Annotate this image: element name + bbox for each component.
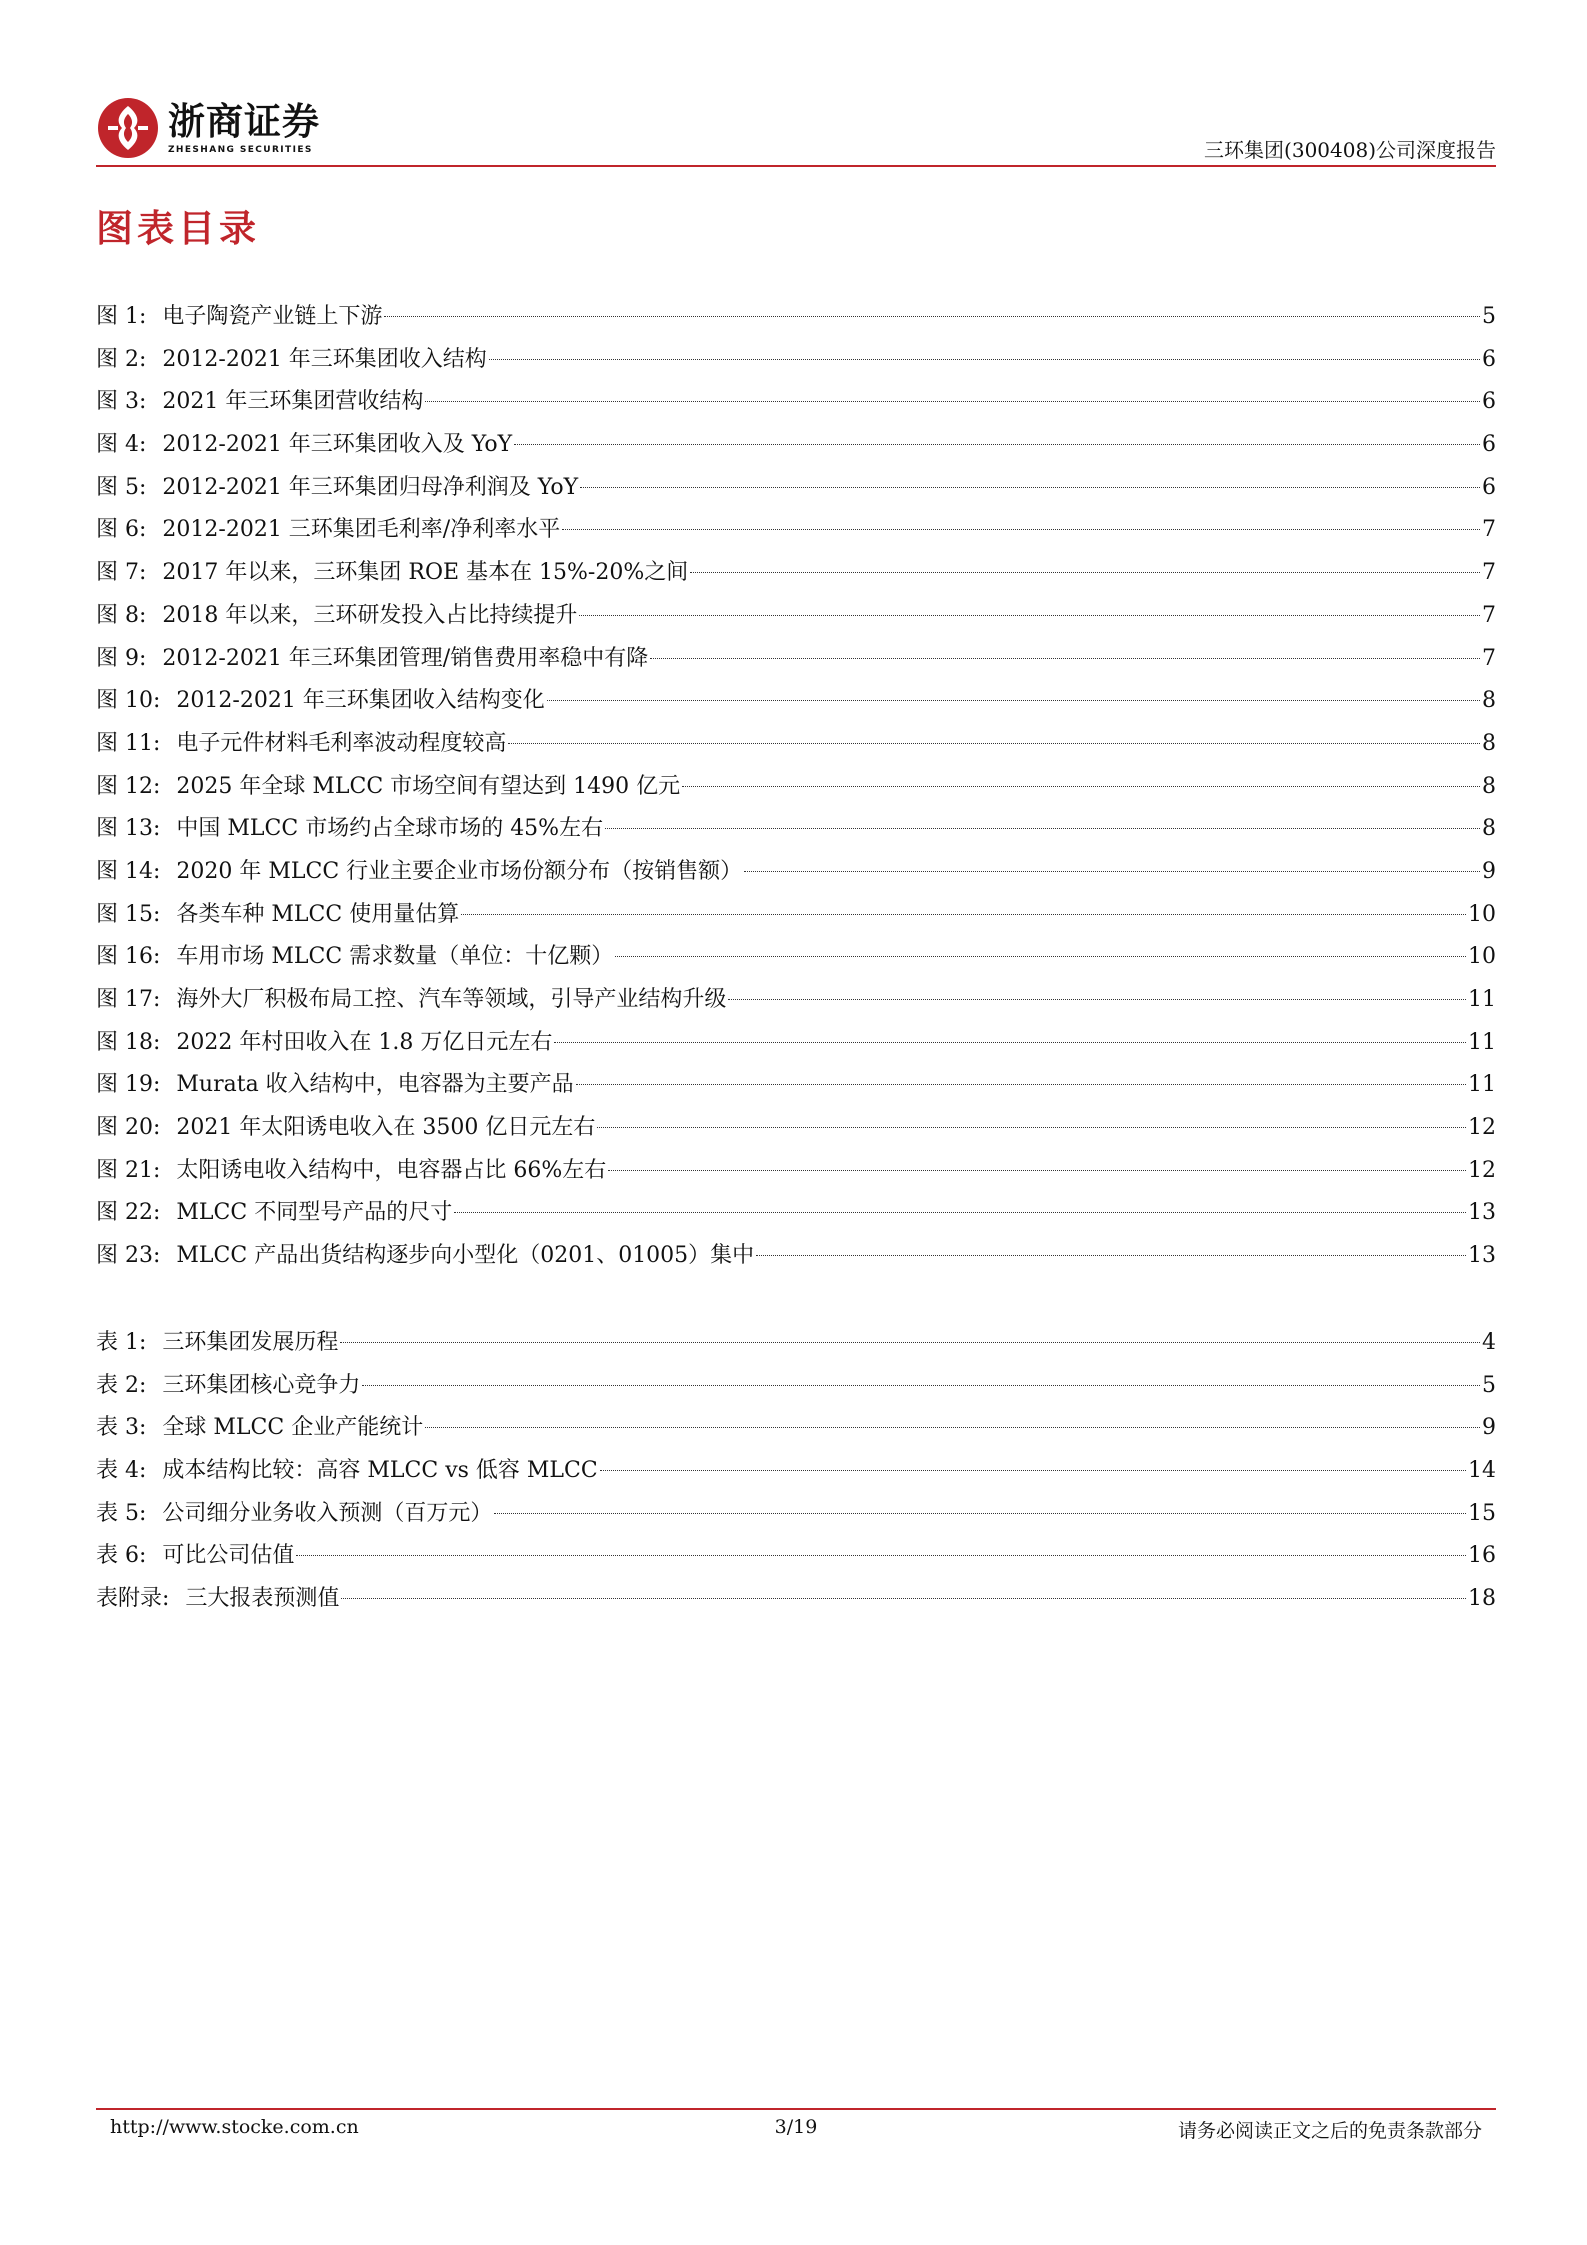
- table-page-number: 9: [1482, 1415, 1496, 1441]
- table-page-number: 15: [1468, 1500, 1496, 1526]
- figure-page-number: 13: [1468, 1200, 1496, 1226]
- table-page-number: 4: [1482, 1330, 1496, 1355]
- dot-leader: [296, 1555, 1466, 1556]
- figure-entry[interactable]: [96, 467, 1496, 510]
- dot-leader: [580, 487, 1480, 488]
- zheshang-logo-icon: [96, 96, 160, 160]
- figure-entry[interactable]: [96, 296, 1496, 339]
- dot-leader: [425, 401, 1480, 402]
- dot-leader: [461, 914, 1466, 915]
- figure-label: 图 3:: [96, 389, 147, 415]
- figure-entry[interactable]: [96, 552, 1496, 595]
- figure-title: 2021 年太阳诱电收入在 3500 亿日元左右: [176, 1115, 596, 1141]
- figure-entry[interactable]: [96, 979, 1496, 1022]
- table-label: 表 3:: [96, 1415, 147, 1441]
- table-label: 表 6:: [96, 1543, 147, 1569]
- table-label: 表附录:: [96, 1586, 170, 1612]
- table-label: 表 1:: [96, 1330, 147, 1355]
- figure-entry[interactable]: [96, 851, 1496, 894]
- figure-entry[interactable]: [96, 1022, 1496, 1065]
- figure-entry[interactable]: [96, 808, 1496, 851]
- figure-page-number: 7: [1482, 645, 1496, 671]
- figure-page-number: 5: [1482, 304, 1496, 329]
- figure-label: 图 15:: [96, 901, 161, 927]
- disclaimer-note: 请务必阅读正文之后的免责条款部分: [1177, 2120, 1482, 2142]
- figure-entry[interactable]: [96, 766, 1496, 809]
- dot-leader: [597, 1127, 1466, 1128]
- figure-label: 图 6:: [96, 517, 147, 543]
- dot-leader: [756, 1255, 1466, 1256]
- figure-page-number: 7: [1482, 602, 1496, 628]
- table-title: 三环集团核心竞争力: [162, 1372, 361, 1398]
- figure-entry[interactable]: [96, 723, 1496, 766]
- figure-label: 图 12:: [96, 773, 161, 799]
- table-title: 成本结构比较：高容 MLCC vs 低容 MLCC: [162, 1458, 598, 1484]
- figure-page-number: 12: [1468, 1115, 1496, 1141]
- figure-label: 图 7:: [96, 560, 147, 586]
- dot-leader: [362, 1385, 1480, 1386]
- figure-entry[interactable]: [96, 1150, 1496, 1193]
- dot-leader: [494, 1513, 1466, 1514]
- dot-leader: [508, 743, 1480, 744]
- figure-label: 图 14:: [96, 858, 161, 884]
- figure-entry[interactable]: [96, 509, 1496, 552]
- figure-label: 图 18:: [96, 1029, 161, 1055]
- figure-title: Murata 收入结构中，电容器为主要产品: [176, 1072, 574, 1098]
- figure-title: MLCC 产品出货结构逐步向小型化（0201、01005）集中: [176, 1243, 755, 1269]
- figure-title: 太阳诱电收入结构中，电容器占比 66%左右: [176, 1157, 607, 1183]
- figure-entry[interactable]: [96, 936, 1496, 979]
- figure-title: 各类车种 MLCC 使用量估算: [176, 901, 460, 927]
- figure-page-number: 8: [1482, 730, 1496, 756]
- figure-title: 2017 年以来，三环集团 ROE 基本在 15%-20%之间: [162, 560, 689, 586]
- table-page-number: 14: [1468, 1458, 1496, 1484]
- dot-leader: [576, 1084, 1466, 1085]
- figure-page-number: 6: [1482, 389, 1496, 415]
- figure-title: 2022 年村田收入在 1.8 万亿日元左右: [176, 1029, 553, 1055]
- figure-label: 图 13:: [96, 816, 161, 842]
- figure-entry[interactable]: [96, 1192, 1496, 1235]
- figure-label: 图 16:: [96, 944, 161, 970]
- figure-label: 图 10:: [96, 688, 161, 714]
- table-title: 三环集团发展历程: [162, 1330, 339, 1355]
- page-header: [96, 96, 1496, 174]
- figure-title: 2020 年 MLCC 行业主要企业市场份额分布（按销售额）: [176, 858, 743, 884]
- table-title: 三大报表预测值: [185, 1586, 340, 1612]
- figure-page-number: 10: [1468, 944, 1496, 970]
- figure-label: 图 9:: [96, 645, 147, 671]
- figure-title: 2012-2021 年三环集团管理/销售费用率稳中有降: [162, 645, 649, 671]
- dot-leader: [554, 1042, 1466, 1043]
- dot-leader: [340, 1342, 1480, 1343]
- figure-title: 2012-2021 三环集团毛利率/净利率水平: [162, 517, 561, 543]
- figure-entry[interactable]: [96, 1235, 1496, 1278]
- logo-english-name: ZHESHANG SECURITIES: [168, 145, 313, 155]
- table-page-number: 16: [1468, 1543, 1496, 1569]
- figure-label: 图 11:: [96, 730, 161, 756]
- table-label: 表 2:: [96, 1372, 147, 1398]
- figure-title: 海外大厂积极布局工控、汽车等领域，引导产业结构升级: [176, 987, 727, 1012]
- table-label: 表 5:: [96, 1500, 147, 1526]
- figure-entry[interactable]: [96, 680, 1496, 723]
- dot-leader: [454, 1212, 1466, 1213]
- figure-page-number: 6: [1482, 474, 1496, 500]
- table-list: [96, 1322, 1496, 1621]
- figure-entry[interactable]: [96, 424, 1496, 467]
- figure-entry[interactable]: [96, 894, 1496, 937]
- figure-title: 2018 年以来，三环研发投入占比持续提升: [162, 602, 578, 628]
- dot-leader: [562, 529, 1480, 530]
- figure-entry[interactable]: [96, 1064, 1496, 1107]
- dot-leader: [514, 444, 1480, 445]
- dot-leader: [728, 999, 1466, 1000]
- figure-title: MLCC 不同型号产品的尺寸: [176, 1200, 453, 1226]
- table-title: 可比公司估值: [162, 1543, 295, 1569]
- figure-title: 2025 年全球 MLCC 市场空间有望达到 1490 亿元: [176, 773, 681, 799]
- dot-leader: [650, 658, 1480, 659]
- page-title: 图表目录: [96, 207, 260, 250]
- figure-page-number: 6: [1482, 346, 1496, 372]
- figure-title: 2012-2021 年三环集团归母净利润及 YoY: [162, 474, 579, 500]
- table-entry[interactable]: [96, 1493, 1496, 1536]
- figure-page-number: 8: [1482, 688, 1496, 714]
- figure-entry[interactable]: [96, 1107, 1496, 1150]
- figure-title: 中国 MLCC 市场约占全球市场的 45%左右: [176, 816, 604, 842]
- dot-leader: [579, 615, 1480, 616]
- figure-title: 2012-2021 年三环集团收入及 YoY: [162, 432, 513, 458]
- table-entry[interactable]: [96, 1535, 1496, 1578]
- website-link[interactable]: http://www.stocke.com.cn: [110, 2116, 359, 2138]
- figure-page-number: 12: [1468, 1157, 1496, 1183]
- dot-leader: [744, 871, 1480, 872]
- header-divider: [96, 165, 1496, 167]
- company-logo[interactable]: [96, 96, 320, 160]
- table-page-number: 5: [1482, 1372, 1496, 1398]
- figure-page-number: 7: [1482, 517, 1496, 543]
- dot-leader: [608, 1170, 1466, 1171]
- figure-title: 2012-2021 年三环集团收入结构变化: [176, 688, 545, 714]
- figure-label: 图 20:: [96, 1115, 161, 1141]
- figure-page-number: 10: [1468, 901, 1496, 927]
- table-title: 公司细分业务收入预测（百万元）: [162, 1500, 493, 1526]
- dot-leader: [615, 956, 1466, 957]
- dot-leader: [605, 828, 1480, 829]
- table-title: 全球 MLCC 企业产能统计: [162, 1415, 424, 1441]
- figure-label: 图 4:: [96, 432, 147, 458]
- figure-page-number: 8: [1482, 773, 1496, 799]
- figure-entry[interactable]: [96, 595, 1496, 638]
- figure-page-number: 11: [1468, 1029, 1496, 1055]
- figure-label: 图 23:: [96, 1243, 161, 1269]
- figure-entry[interactable]: [96, 381, 1496, 424]
- figure-page-number: 11: [1468, 1072, 1496, 1098]
- dot-leader: [425, 1427, 1480, 1428]
- figure-label: 图 21:: [96, 1157, 161, 1183]
- figure-page-number: 9: [1482, 858, 1496, 884]
- table-entry[interactable]: [96, 1450, 1496, 1493]
- figure-title: 电子陶瓷产业链上下游: [162, 304, 383, 329]
- dot-leader: [682, 786, 1480, 787]
- table-entry[interactable]: [96, 1407, 1496, 1450]
- figure-title: 2012-2021 年三环集团收入结构: [162, 346, 487, 372]
- figure-list: [96, 296, 1496, 1278]
- table-entry[interactable]: [96, 1322, 1496, 1365]
- figure-title: 2021 年三环集团营收结构: [162, 389, 424, 415]
- table-page-number: 18: [1468, 1586, 1496, 1612]
- dot-leader: [547, 700, 1480, 701]
- figure-label: 图 1:: [96, 304, 147, 329]
- figure-page-number: 8: [1482, 816, 1496, 842]
- figure-page-number: 7: [1482, 560, 1496, 586]
- figure-label: 图 2:: [96, 346, 147, 372]
- dot-leader: [690, 572, 1480, 573]
- dot-leader: [341, 1598, 1466, 1599]
- figure-label: 图 17:: [96, 987, 161, 1012]
- figure-label: 图 8:: [96, 602, 147, 628]
- table-entry[interactable]: [96, 1578, 1496, 1621]
- figure-page-number: 11: [1468, 987, 1496, 1012]
- figure-title: 车用市场 MLCC 需求数量（单位：十亿颗）: [176, 944, 614, 970]
- logo-chinese-name: 浙商证券: [168, 100, 320, 143]
- figure-label: 图 5:: [96, 474, 147, 500]
- dot-leader: [384, 316, 1480, 317]
- page-number: 3/19: [774, 2116, 818, 2138]
- figure-page-number: 13: [1468, 1243, 1496, 1269]
- table-label: 表 4:: [96, 1458, 147, 1484]
- footer-divider: [96, 2108, 1496, 2110]
- figure-title: 电子元件材料毛利率波动程度较高: [176, 730, 507, 756]
- report-title: 三环集团(300408)公司深度报告: [1204, 138, 1496, 162]
- dot-leader: [600, 1470, 1466, 1471]
- figure-page-number: 6: [1482, 432, 1496, 458]
- page-footer: [96, 2116, 1496, 2146]
- dot-leader: [489, 359, 1480, 360]
- figure-label: 图 19:: [96, 1072, 161, 1098]
- figure-label: 图 22:: [96, 1200, 161, 1226]
- figure-entry[interactable]: [96, 339, 1496, 382]
- figure-entry[interactable]: [96, 638, 1496, 681]
- table-entry[interactable]: [96, 1365, 1496, 1408]
